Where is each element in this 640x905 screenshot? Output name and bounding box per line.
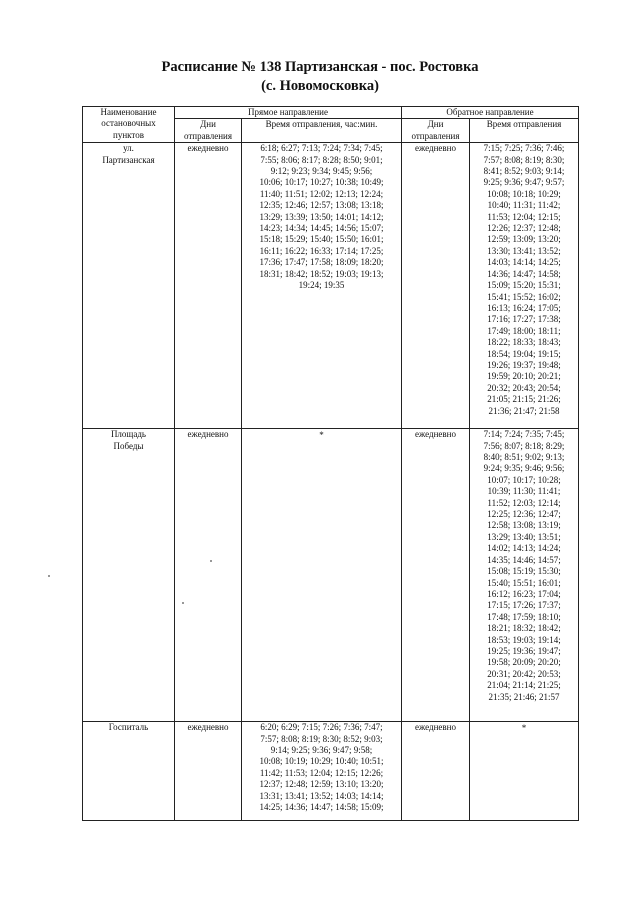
time-line: 8:41; 8:52; 9:03; 9:14;	[483, 166, 565, 177]
reverse-times-cell	[470, 143, 579, 429]
same-schedule-mark: *	[521, 723, 527, 734]
header-text: Наименование	[100, 107, 157, 117]
time-line: 14:25; 14:36; 14:47; 14:58; 15:09;	[259, 802, 384, 813]
time-line: 18:54; 19:04; 19:15;	[487, 348, 561, 359]
time-line: 15:40; 15:51; 16:01;	[487, 577, 561, 588]
time-line: 9:24; 9:35; 9:46; 9:56;	[483, 463, 565, 474]
time-line: 15:08; 15:19; 15:30;	[487, 566, 561, 577]
title-line-1: Расписание № 138 Партизанская - пос. Ростовка	[161, 59, 479, 75]
header-text: отправления	[411, 130, 460, 141]
time-line: 10:40; 11:31; 11:42;	[487, 200, 561, 211]
time-line: 17:48; 17:59; 18:10;	[487, 611, 561, 622]
time-line: 7:56; 8:07; 8:18; 8:29;	[483, 440, 565, 451]
time-line: 12:59; 13:09; 13:20;	[487, 234, 561, 245]
stop-name-line: Госпиталь	[108, 722, 149, 733]
time-line: 14:02; 14:13; 14:24;	[487, 543, 561, 554]
stop-row	[83, 722, 579, 821]
time-line: 19:25; 19:36; 19:47;	[487, 645, 561, 656]
time-line: 21:05; 21:15; 21:26;	[487, 394, 561, 405]
time-line: 17:36; 17:47; 17:58; 18:09; 18:20;	[259, 257, 384, 268]
title-line-2: (с. Новомосковка)	[261, 78, 379, 94]
time-line: 14:23; 14:34; 14:45; 14:56; 15:07;	[259, 223, 384, 234]
reverse-times-cell	[470, 429, 579, 722]
time-line: 12:25; 12:36; 12:47;	[487, 509, 561, 520]
days-forward-cell: ежедневно	[175, 143, 242, 429]
time-line: 17:16; 17:27; 17:38;	[487, 314, 561, 325]
time-line: 7:14; 7:24; 7:35; 7:45;	[483, 429, 565, 440]
time-line: 17:49; 18:00; 18:11;	[487, 325, 561, 336]
header-text: отправления	[183, 130, 232, 141]
header-text: Дни	[200, 119, 216, 130]
days-forward-cell: ежедневно	[175, 722, 242, 821]
stop-name-cell	[83, 143, 175, 429]
time-line: 13:29; 13:39; 13:50; 14:01; 14:12;	[259, 211, 384, 222]
days-reverse-cell: ежедневно	[402, 429, 470, 722]
time-line: 7:15; 7:25; 7:36; 7:46;	[483, 143, 565, 154]
time-line: 16:13; 16:24; 17:05;	[487, 302, 561, 313]
time-line: 10:07; 10:17; 10:28;	[487, 474, 561, 485]
time-line: 18:31; 18:42; 18:52; 19:03; 19:13;	[259, 268, 384, 279]
time-line: 15:09; 15:20; 15:31;	[487, 280, 561, 291]
time-line: 13:29; 13:40; 13:51;	[487, 531, 561, 542]
time-line: 8:40; 8:51; 9:02; 9:13;	[483, 452, 565, 463]
header-text: остановочных	[101, 118, 156, 129]
time-line: 19:59; 20:10; 20:21;	[487, 371, 561, 382]
stop-name-line: Партизанская	[102, 154, 155, 165]
time-line: 10:08; 10:19; 10:29; 10:40; 10:51;	[259, 756, 384, 767]
stop-row	[83, 429, 579, 722]
time-line: 14:36; 14:47; 14:58;	[487, 268, 561, 279]
time-line: 20:31; 20:42; 20:53;	[487, 668, 561, 679]
time-line: 12:37; 12:48; 12:59; 13:10; 13:20;	[259, 779, 384, 790]
time-line: 17:15; 17:26; 17:37;	[487, 600, 561, 611]
time-line: 7:57; 8:08; 8:19; 8:30;	[483, 154, 565, 165]
scan-speck	[182, 602, 184, 604]
time-line: 12:26; 12:37; 12:48;	[487, 223, 561, 234]
days-forward-cell: ежедневно	[175, 429, 242, 722]
time-line: 10:06; 10:17; 10:27; 10:38; 10:49;	[259, 177, 384, 188]
same-schedule-mark: *	[319, 430, 324, 441]
forward-direction-header: Прямое направление	[175, 107, 402, 119]
stop-name-cell	[83, 722, 175, 821]
scan-speck	[48, 575, 50, 577]
days-reverse-header	[402, 119, 470, 143]
time-reverse-header: Время отправления	[470, 119, 579, 143]
time-line: 15:41; 15:52; 16:02;	[487, 291, 561, 302]
days-reverse-cell: ежедневно	[402, 143, 470, 429]
time-line: 11:40; 11:51; 12:02; 12:13; 12:24;	[259, 188, 384, 199]
time-line: 19:24; 19:35	[298, 280, 345, 291]
time-line: 7:57; 8:08; 8:19; 8:30; 8:52; 9:03;	[260, 733, 383, 744]
time-forward-header: Время отправления, час:мин.	[242, 119, 402, 143]
time-line: 13:31; 13:41; 13:52; 14:03; 14:14;	[259, 790, 384, 801]
time-line: 11:53; 12:04; 12:15;	[487, 211, 561, 222]
forward-times-cell	[242, 143, 402, 429]
reverse-times-cell	[470, 722, 579, 821]
time-line: 12:58; 13:08; 13:19;	[487, 520, 561, 531]
time-line: 14:35; 14:46; 14:57;	[487, 554, 561, 565]
days-forward-header	[175, 119, 242, 143]
time-line: 16:12; 16:23; 17:04;	[487, 588, 561, 599]
reverse-direction-header: Обратное направление	[402, 107, 579, 119]
time-line: 7:55; 8:06; 8:17; 8:28; 8:50; 9:01;	[260, 154, 383, 165]
time-line: 14:03; 14:14; 14:25;	[487, 257, 561, 268]
stop-name-line: ул.	[123, 143, 134, 154]
time-line: 12:35; 12:46; 12:57; 13:08; 13:18;	[259, 200, 384, 211]
document-title	[0, 58, 640, 96]
time-line: 11:42; 11:53; 12:04; 12:15; 12:26;	[259, 767, 384, 778]
schedule-table	[82, 106, 579, 821]
time-line: 13:30; 13:41; 13:52;	[487, 245, 561, 256]
time-line: 6:18; 6:27; 7:13; 7:24; 7:34; 7:45;	[260, 143, 383, 154]
forward-times-cell	[242, 429, 402, 722]
time-line: 9:14; 9:25; 9:36; 9:47; 9:58;	[270, 745, 373, 756]
time-line: 11:52; 12:03; 12:14;	[487, 497, 561, 508]
time-line: 9:12; 9:23; 9:34; 9:45; 9:56;	[270, 166, 373, 177]
time-line: 20:32; 20:43; 20:54;	[487, 382, 561, 393]
stop-names-header	[83, 107, 175, 143]
header-text: пунктов	[113, 129, 144, 140]
time-line: 10:39; 11:30; 11:41;	[487, 486, 561, 497]
header-row-1	[83, 107, 579, 119]
stop-name-cell	[83, 429, 175, 722]
time-line: 6:20; 6:29; 7:15; 7:26; 7:36; 7:47;	[260, 722, 383, 733]
time-line: 9:25; 9:36; 9:47; 9:57;	[483, 177, 565, 188]
time-line: 21:35; 21:46; 21:57	[488, 691, 560, 702]
time-line: 21:36; 21:47; 21:58	[488, 405, 560, 416]
stop-row	[83, 143, 579, 429]
stop-name-line: Победы	[113, 440, 144, 451]
time-line: 19:26; 19:37; 19:48;	[487, 359, 561, 370]
scan-speck	[210, 560, 212, 562]
time-line: 10:08; 10:18; 10:29;	[487, 188, 561, 199]
time-line: 18:22; 18:33; 18:43;	[487, 337, 561, 348]
time-line: 18:21; 18:32; 18:42;	[487, 623, 561, 634]
time-line: 18:53; 19:03; 19:14;	[487, 634, 561, 645]
forward-times-cell	[242, 722, 402, 821]
header-text: Дни	[427, 119, 444, 130]
stop-name-line: Площадь	[110, 429, 147, 440]
time-line: 21:04; 21:14; 21:25;	[487, 680, 561, 691]
time-line: 15:18; 15:29; 15:40; 15:50; 16:01;	[259, 234, 384, 245]
days-reverse-cell: ежедневно	[402, 722, 470, 821]
time-line: 19:58; 20:09; 20:20;	[487, 657, 561, 668]
time-line: 16:11; 16:22; 16:33; 17:14; 17:25;	[259, 245, 384, 256]
